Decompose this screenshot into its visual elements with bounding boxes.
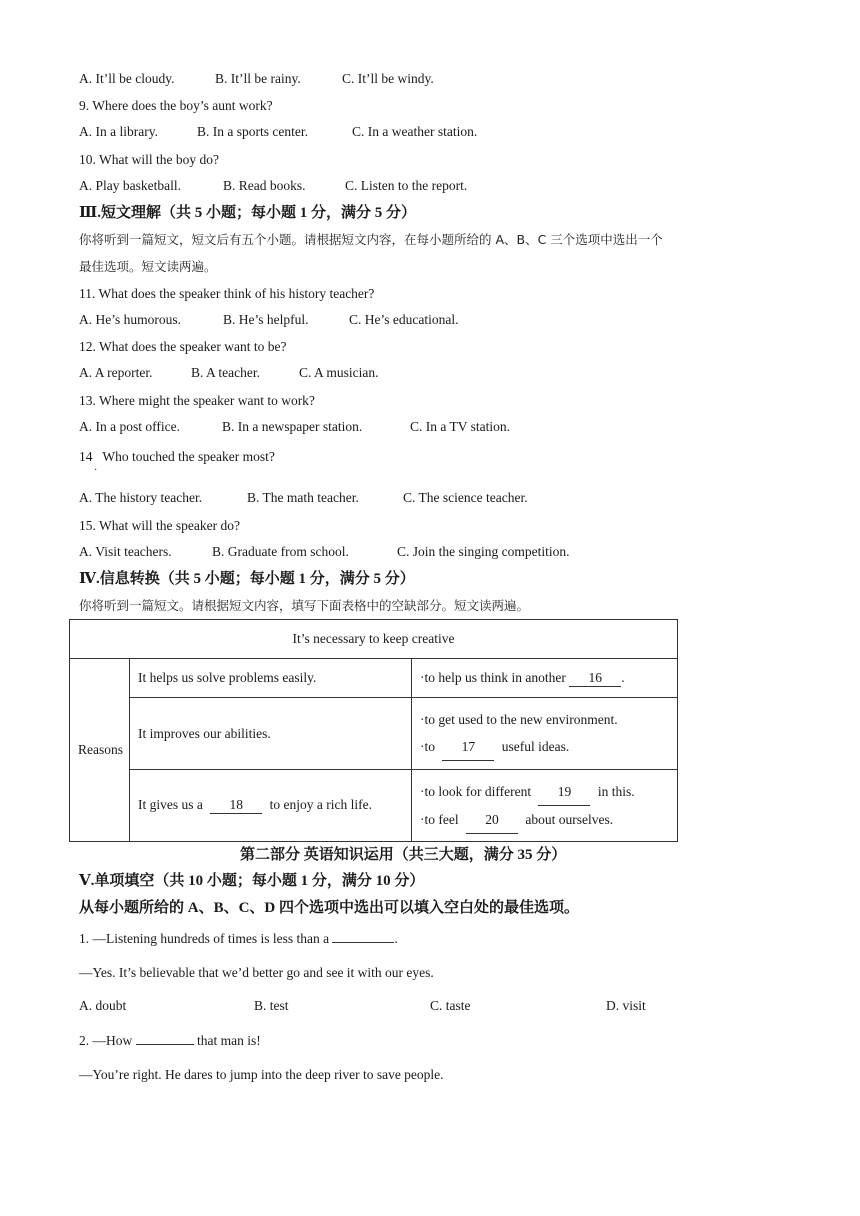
- p1-line1-period: .: [394, 931, 398, 946]
- q9-option-c: C. In a weather station.: [352, 124, 478, 139]
- blank-18[interactable]: 18: [210, 797, 262, 814]
- section-3-title: Ⅲ.短文理解（共 5 小题；每小题 1 分，满分 5 分）: [79, 205, 417, 221]
- p2-line1-suffix: that man is!: [197, 1033, 261, 1048]
- q13-option-c: C. In a TV station.: [410, 419, 510, 434]
- info-table: [69, 619, 678, 842]
- q14-question: 14 Who touched the speaker most?: [79, 449, 275, 464]
- r3b-prefix: ·to feel: [420, 811, 459, 827]
- r3-suffix: to enjoy a rich life.: [269, 797, 372, 812]
- section-5-title: Ⅴ.单项填空（共 10 小题；每小题 1 分，满分 10 分）: [79, 873, 425, 889]
- q15-option-c: C. Join the singing competition.: [397, 544, 570, 559]
- q8-option-b: B. It’ll be rainy.: [215, 71, 301, 86]
- q11-option-c: C. He’s educational.: [349, 312, 459, 327]
- reason-1: It helps us solve problems easily.: [130, 659, 412, 698]
- blank-16[interactable]: 16: [569, 670, 621, 687]
- reason-3: [130, 770, 412, 842]
- reason-1-detail: [412, 659, 678, 698]
- r1-suffix: .: [621, 669, 625, 685]
- r3a-suffix: in this.: [597, 783, 635, 799]
- table-header: It’s necessary to keep creative: [70, 620, 678, 659]
- p1-question-line2: —Yes. It’s believable that we’d better go and see it with our eyes.: [79, 965, 434, 980]
- q14-option-a: A. The history teacher.: [79, 490, 203, 505]
- q9-question: 9. Where does the boy’s aunt work?: [79, 98, 273, 113]
- p1-option-d: D. visit: [606, 998, 646, 1013]
- part-2-title: 第二部分 英语知识运用（共三大题，满分 35 分）: [240, 847, 567, 863]
- q15-question: 15. What will the speaker do?: [79, 518, 240, 533]
- q11-option-b: B. He’s helpful.: [223, 312, 309, 327]
- section-3-instruction-line1: 你将听到一篇短文，短文后有五个小题。请根据短文内容，在每小题所给的 A、B、C 三个选项中选出一个: [79, 232, 663, 247]
- p2-question-line2: —You’re right. He dares to jump into the deep river to save people.: [79, 1067, 444, 1082]
- r3b-suffix: about ourselves.: [525, 811, 614, 827]
- q9-option-b: B. In a sports center.: [197, 124, 308, 139]
- r1-prefix: ·to help us think in another: [420, 669, 566, 685]
- q10-question: 10. What will the boy do?: [79, 152, 219, 167]
- r2-line1: ·to get used to the new environment.: [420, 712, 618, 727]
- p2-line1-text: 2. —How: [79, 1033, 133, 1048]
- q13-option-b: B. In a newspaper station.: [222, 419, 363, 434]
- section-3-instruction-line2: 最佳选项。短文读两遍。: [79, 259, 217, 274]
- q15-option-b: B. Graduate from school.: [212, 544, 349, 559]
- table-row-3: [70, 770, 678, 842]
- table-header-row: [70, 620, 678, 659]
- q9-option-a: A. In a library.: [79, 124, 158, 139]
- q10-option-b: B. Read books.: [223, 178, 306, 193]
- p2-question-line1: [79, 1032, 261, 1050]
- section-4-instruction: 你将听到一篇短文。请根据短文内容，填写下面表格中的空缺部分。短文读两遍。: [79, 598, 530, 613]
- q13-option-a: A. In a post office.: [79, 419, 180, 434]
- p1-option-a: A. doubt: [79, 998, 127, 1013]
- p1-question-line1: [79, 930, 398, 948]
- r3a-prefix: ·to look for different: [420, 783, 532, 799]
- blank-20[interactable]: 20: [466, 806, 518, 834]
- reason-2: It improves our abilities.: [130, 698, 412, 770]
- table-row-1: [70, 659, 678, 698]
- section-5-instruction: 从每小题所给的 A、B、C、D 四个选项中选出可以填入空白处的最佳选项。: [79, 900, 580, 916]
- r2-line2: [420, 733, 669, 761]
- r2-suffix: useful ideas.: [501, 739, 570, 754]
- q10-option-a: A. Play basketball.: [79, 178, 181, 193]
- p1-option-c: C. taste: [430, 998, 471, 1013]
- table-row-2: [70, 698, 678, 770]
- q8-option-c: C. It’ll be windy.: [342, 71, 434, 86]
- section-4-title: Ⅳ.信息转换（共 5 小题；每小题 1 分，满分 5 分）: [79, 571, 415, 587]
- p1-line1-text: 1. —Listening hundreds of times is less than a: [79, 931, 330, 946]
- q14-stray-dot: ·: [94, 465, 98, 476]
- r2-prefix: ·to: [420, 739, 435, 754]
- q12-option-c: C. A musician.: [299, 365, 379, 380]
- r3-line1: [420, 778, 669, 806]
- reasons-label: Reasons: [70, 659, 130, 842]
- q12-option-b: B. A teacher.: [191, 365, 260, 380]
- r3-prefix: It gives us a: [138, 797, 203, 812]
- q14-option-c: C. The science teacher.: [403, 490, 528, 505]
- p1-answer-blank[interactable]: [332, 930, 394, 943]
- r3-line2: [420, 806, 669, 834]
- q10-option-c: C. Listen to the report.: [345, 178, 468, 193]
- blank-17[interactable]: 17: [442, 733, 494, 761]
- blank-19[interactable]: 19: [538, 778, 590, 806]
- q12-option-a: A. A reporter.: [79, 365, 153, 380]
- reason-2-detail: [412, 698, 678, 770]
- q15-option-a: A. Visit teachers.: [79, 544, 172, 559]
- q14-option-b: B. The math teacher.: [247, 490, 359, 505]
- reason-3-detail: [412, 770, 678, 842]
- q13-question: 13. Where might the speaker want to work?: [79, 393, 315, 408]
- q8-option-a: A. It’ll be cloudy.: [79, 71, 175, 86]
- q11-question: 11. What does the speaker think of his history teacher?: [79, 286, 375, 301]
- p1-option-b: B. test: [254, 998, 289, 1013]
- q12-question: 12. What does the speaker want to be?: [79, 339, 287, 354]
- q11-option-a: A. He’s humorous.: [79, 312, 181, 327]
- p2-answer-blank[interactable]: [136, 1032, 194, 1045]
